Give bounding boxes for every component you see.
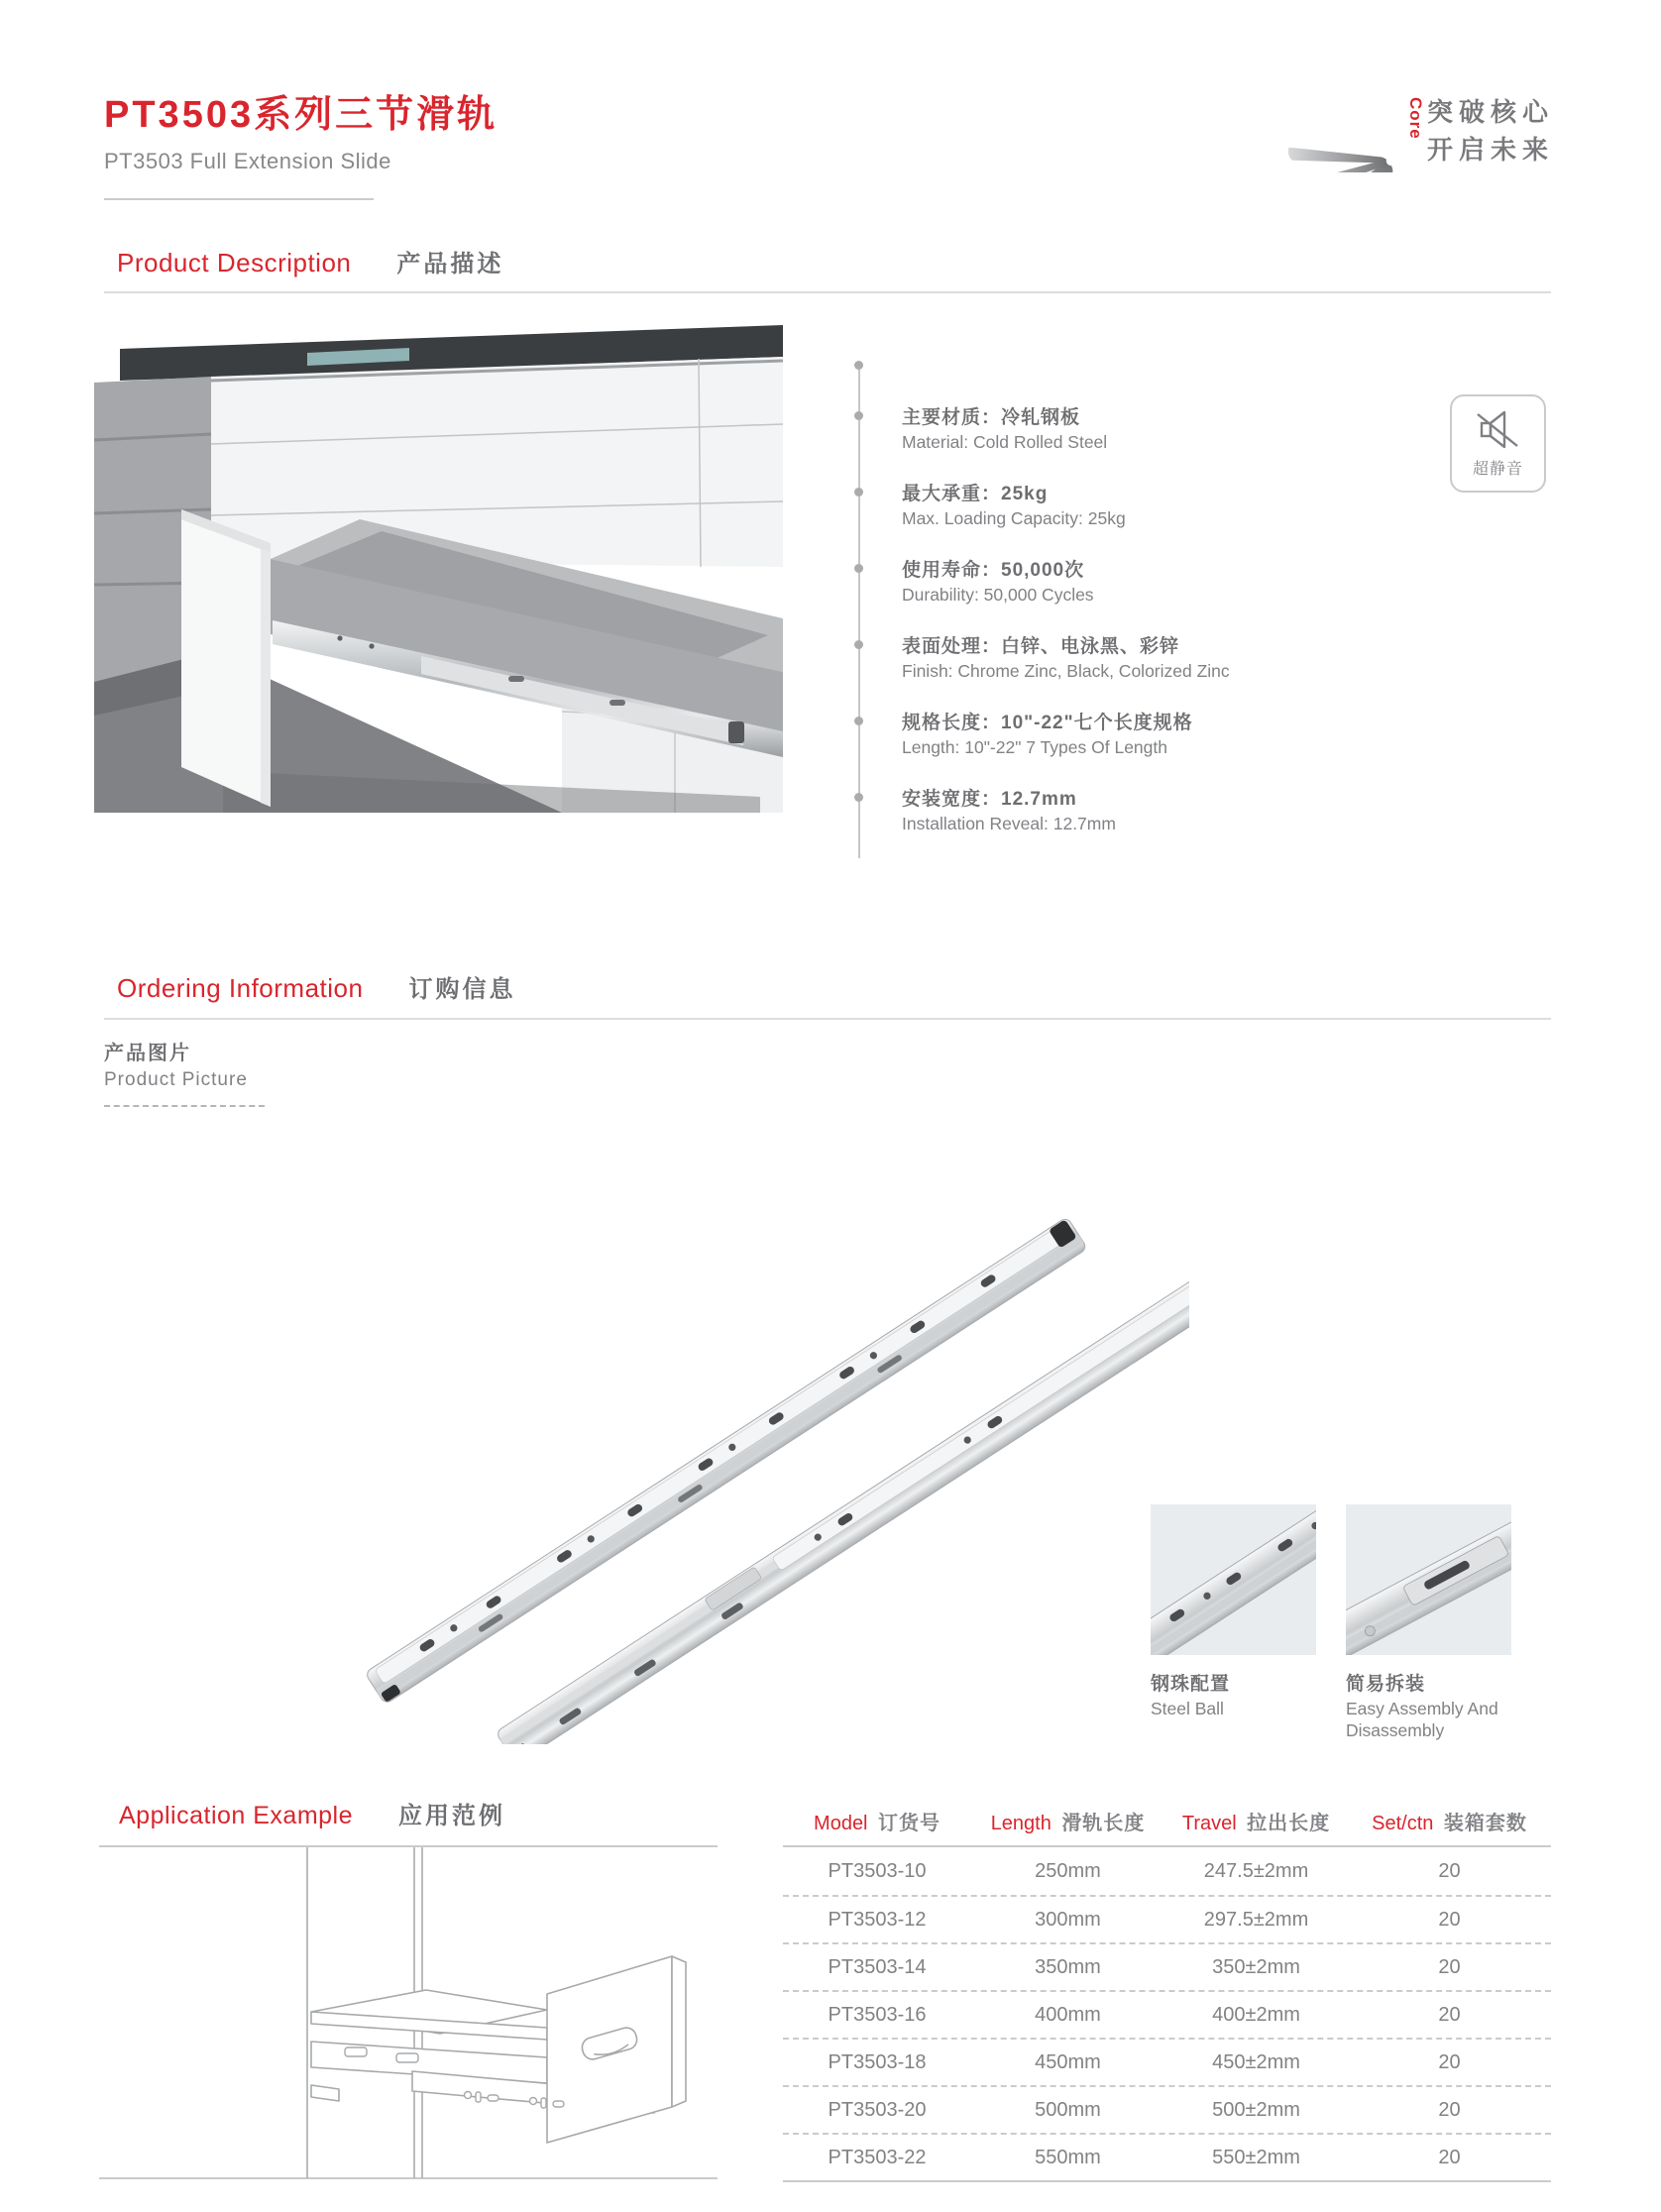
logo-slogan-line1: 突破核心 — [1427, 97, 1555, 127]
spec-label-en: Durability: 50,000 Cycles — [902, 585, 1094, 605]
spec-item — [902, 555, 1094, 606]
table-header-row — [783, 1796, 1551, 1845]
page-title-block — [104, 95, 498, 200]
spec-label-zh: 使用寿命：50,000次 — [902, 560, 1085, 581]
spec-item — [902, 402, 1107, 453]
header-zh: 装箱套数 — [1443, 1812, 1527, 1834]
spec-item — [902, 631, 1230, 682]
cell-model: PT3503-16 — [828, 2003, 927, 2026]
dashed-underline — [104, 1105, 265, 1107]
table-header-travel — [1164, 1807, 1348, 1835]
section-ordering-information — [117, 969, 515, 1004]
mute-speaker-icon — [1476, 408, 1521, 450]
section-title-en: Ordering Information — [117, 973, 364, 1003]
timeline-dot — [854, 793, 863, 802]
cell-setctn: 20 — [1438, 1955, 1461, 1978]
table-header-length — [971, 1807, 1164, 1835]
cell-travel: 297.5±2mm — [1203, 1908, 1309, 1931]
product-picture-zh: 产品图片 — [104, 1043, 191, 1064]
silent-badge — [1450, 394, 1546, 493]
drawer-photo — [94, 323, 783, 813]
table-row — [783, 2038, 1551, 2085]
spec-label-zh: 安装宽度：12.7mm — [902, 789, 1077, 810]
feature-caption-zh: 钢珠配置 — [1151, 1674, 1231, 1695]
cell-model: PT3503-12 — [828, 1908, 927, 1931]
logo-core-text: Core — [1406, 97, 1425, 140]
cell-setctn: 20 — [1438, 2003, 1461, 2026]
spec-list — [852, 359, 1407, 864]
spec-label-zh: 主要材质：冷轧钢板 — [902, 407, 1081, 428]
fan-blades-icon — [1287, 148, 1395, 172]
table-row — [783, 2085, 1551, 2133]
cell-setctn: 20 — [1438, 2098, 1461, 2121]
spec-item — [902, 479, 1126, 529]
cell-model: PT3503-10 — [828, 1859, 927, 1882]
timeline-dot — [854, 717, 863, 725]
ordering-table — [783, 1796, 1551, 2182]
page-title: PT3503系列三节滑轨 — [104, 94, 498, 136]
header-en: Travel — [1181, 1812, 1237, 1834]
spec-label-en: Installation Reveal: 12.7mm — [902, 814, 1116, 833]
feature-caption-en: Steel Ball — [1151, 1699, 1224, 1718]
header-zh: 订货号 — [877, 1812, 941, 1834]
table-row — [783, 1895, 1551, 1942]
cell-travel: 500±2mm — [1212, 2098, 1300, 2121]
cell-length: 350mm — [1035, 1955, 1101, 1978]
table-header-setctn — [1348, 1807, 1551, 1835]
table-row — [783, 1847, 1551, 1895]
spec-label-en: Material: Cold Rolled Steel — [902, 432, 1108, 452]
header-en: Model — [814, 1812, 868, 1834]
cell-model: PT3503-18 — [828, 2050, 927, 2073]
header-en: Set/ctn — [1372, 1812, 1434, 1834]
section-title-en: Application Example — [119, 1802, 354, 1829]
timeline-dot — [854, 411, 863, 420]
spec-label-zh: 表面处理：白锌、电泳黑、彩锌 — [902, 636, 1180, 657]
spec-item — [902, 784, 1116, 834]
header-zh: 滑轨长度 — [1061, 1812, 1146, 1834]
cell-travel: 450±2mm — [1212, 2050, 1300, 2073]
cell-length: 400mm — [1035, 2003, 1101, 2026]
section-rule — [104, 291, 1551, 293]
product-picture-label — [104, 1037, 265, 1107]
feature-caption-zh: 简易拆装 — [1346, 1674, 1426, 1695]
header-en: Length — [990, 1812, 1052, 1834]
cell-travel: 247.5±2mm — [1203, 1859, 1309, 1882]
section-title-zh: 订购信息 — [408, 976, 516, 1003]
application-drawing — [99, 1845, 718, 2180]
slides-photo — [297, 1130, 1189, 1744]
cell-model: PT3503-22 — [828, 2146, 927, 2168]
cell-setctn: 20 — [1438, 1908, 1461, 1931]
cell-model: PT3503-20 — [828, 2098, 927, 2121]
spec-label-en: Finish: Chrome Zinc, Black, Colorized Zinc — [902, 661, 1230, 681]
timeline-dot — [854, 488, 863, 497]
spec-label-en: Max. Loading Capacity: 25kg — [902, 508, 1126, 528]
feature-steel-ball — [1151, 1504, 1329, 1720]
cell-setctn: 20 — [1438, 2146, 1461, 2168]
cell-travel: 550±2mm — [1212, 2146, 1300, 2168]
cell-length: 500mm — [1035, 2098, 1101, 2121]
table-row — [783, 1990, 1551, 2038]
slide-rail — [496, 1276, 1189, 1744]
header-zh: 拉出长度 — [1247, 1812, 1331, 1834]
page-subtitle: PT3503 Full Extension Slide — [104, 148, 391, 173]
silent-badge-label: 超静音 — [1472, 461, 1523, 478]
section-application-example — [119, 1796, 505, 1830]
feature-caption-en: Easy Assembly And Disassembly — [1346, 1699, 1498, 1740]
section-title-zh: 产品描述 — [396, 251, 504, 277]
cell-travel: 350±2mm — [1212, 1955, 1300, 1978]
timeline-dot — [854, 640, 863, 649]
cell-length: 250mm — [1035, 1859, 1101, 1882]
logo-slogan-line2: 开启未来 — [1427, 135, 1555, 165]
section-rule — [104, 1018, 1551, 1020]
table-row — [783, 1942, 1551, 1990]
spec-timeline — [858, 365, 860, 858]
feature-easy-assembly — [1346, 1504, 1544, 1742]
spec-label-en: Length: 10"-22" 7 Types Of Length — [902, 737, 1167, 757]
product-picture-en: Product Picture — [104, 1069, 248, 1090]
spec-item — [902, 708, 1193, 758]
spec-label-zh: 规格长度：10"-22"七个长度规格 — [902, 713, 1193, 733]
table-row — [783, 2133, 1551, 2180]
feature-image — [1346, 1504, 1511, 1655]
cell-length: 550mm — [1035, 2146, 1101, 2168]
timeline-dot — [854, 361, 863, 370]
cell-length: 300mm — [1035, 1908, 1101, 1931]
section-title-en: Product Description — [117, 248, 352, 277]
section-title-zh: 应用范例 — [398, 1803, 506, 1829]
brand-logo — [1280, 65, 1558, 172]
section-product-description — [117, 244, 503, 278]
table-header-model — [783, 1807, 971, 1835]
cell-travel: 400±2mm — [1212, 2003, 1300, 2026]
cell-setctn: 20 — [1438, 1859, 1461, 1882]
cell-model: PT3503-14 — [828, 1955, 927, 1978]
spec-label-zh: 最大承重：25kg — [902, 484, 1049, 504]
cell-length: 450mm — [1035, 2050, 1101, 2073]
cell-setctn: 20 — [1438, 2050, 1461, 2073]
timeline-dot — [854, 564, 863, 573]
feature-image — [1151, 1504, 1316, 1655]
title-underline — [104, 198, 374, 200]
table-rule-bottom — [783, 2180, 1551, 2182]
